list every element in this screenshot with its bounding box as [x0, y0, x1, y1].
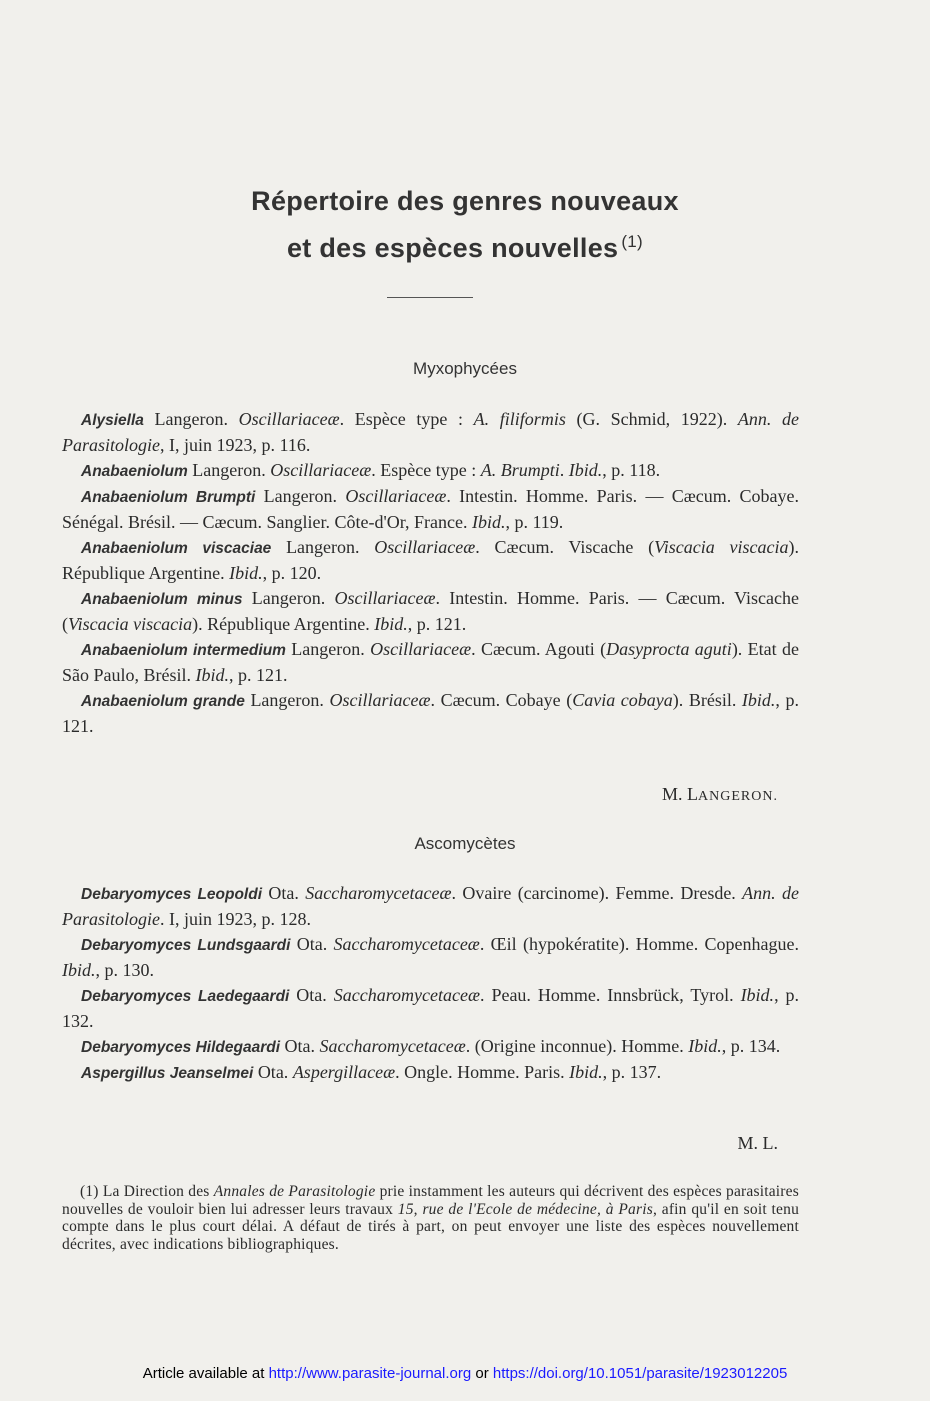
signature-initial: M. L.: [737, 1133, 778, 1153]
article-or: or: [471, 1365, 493, 1382]
description-rest: ). République Argentine.: [62, 537, 799, 583]
taxon-entry: [62, 1034, 799, 1060]
family-name: Oscillariaceæ: [238, 409, 340, 429]
author: Langeron.: [242, 588, 335, 608]
reference: Ibid.: [688, 1036, 722, 1056]
description-rest: .: [559, 460, 569, 480]
family-name: Aspergillaceæ: [292, 1062, 396, 1082]
reference: Ann. de Parasitologie: [62, 883, 800, 929]
footnote-address: 15, rue de l'Ecole de médecine, à Paris: [397, 1200, 653, 1218]
taxon-entry: [62, 586, 799, 637]
taxon-name: Aspergillus Jeanselmei: [81, 1065, 254, 1082]
description: . Espèce type :: [371, 460, 481, 480]
footnote-journal: Annales de Parasitologie: [213, 1183, 376, 1200]
author: Ota.: [289, 985, 334, 1005]
description-italic: A. filiformis: [473, 409, 566, 429]
author: Ota.: [290, 934, 334, 954]
footnote: [62, 1183, 799, 1253]
signature-langeron: [0, 784, 778, 805]
taxon-entry: [62, 535, 799, 586]
description: . Cæcum. Agouti (: [471, 639, 607, 659]
reference: Ann. de Parasitologie: [62, 409, 799, 455]
taxon-name: Debaryomyces Leopoldi: [81, 886, 263, 903]
taxon-name: Anabaeniolum minus: [81, 591, 243, 608]
reference: Ibid.: [741, 690, 776, 710]
journal-link[interactable]: http://www.parasite-journal.org: [268, 1365, 472, 1382]
taxon-entry: [62, 407, 799, 458]
reference-tail: , p. 121.: [229, 665, 288, 685]
description: . (Origine inconnue). Homme.: [465, 1036, 689, 1056]
taxon-entry: [62, 637, 799, 688]
taxon-entry: [62, 983, 799, 1034]
reference-tail: , p. 118.: [602, 460, 661, 480]
family-name: Oscillariaceæ: [334, 588, 436, 608]
taxon-entry: [62, 688, 799, 739]
signature-smallcaps: ANGERON.: [698, 789, 778, 804]
title-divider: [387, 297, 473, 298]
author: Langeron.: [187, 460, 271, 480]
section-entries-myxophycees: [62, 407, 799, 739]
family-name: Oscillariaceæ: [345, 486, 447, 506]
reference-tail: , p. 134.: [721, 1036, 781, 1056]
page-title-text: et des espèces nouvelles: [286, 233, 619, 263]
description: . Intestin. Homme. Paris. — Cæcum. Viscache (: [62, 588, 799, 634]
taxon-entry: [62, 484, 799, 535]
reference-tail: , p. 137.: [602, 1062, 662, 1082]
description-italic: Dasyprocta aguti: [606, 639, 732, 659]
description: . Cæcum. Cobaye (: [430, 690, 573, 710]
signature-ml: [0, 1133, 778, 1154]
reference-tail: , I, juin 1923, p. 116.: [160, 435, 311, 455]
taxon-name: Anabaeniolum Brumpti: [81, 489, 256, 506]
doi-link[interactable]: https://doi.org/10.1051/parasite/1923012205: [492, 1365, 788, 1382]
reference: Ibid.: [229, 563, 263, 583]
author: Langeron.: [285, 639, 371, 659]
author: Langeron.: [244, 690, 330, 710]
taxon-name: Alysiella: [81, 412, 144, 429]
page-title-line-1: Répertoire des genres nouveaux: [251, 186, 679, 216]
description: . Ovaire (carcinome). Femme. Dresde.: [451, 883, 743, 903]
description-rest: (G. Schmid, 1922).: [565, 409, 738, 429]
taxon-name: Anabaeniolum viscaciae: [81, 540, 272, 557]
family-name: Saccharomycetaceæ: [305, 883, 452, 903]
description-rest: ). Etat de São Paulo, Brésil.: [62, 639, 799, 685]
family-name: Oscillariaceæ: [374, 537, 476, 557]
family-name: Oscillariaceæ: [329, 690, 431, 710]
reference: Ibid.: [569, 1062, 603, 1082]
reference: Ibid.: [62, 960, 96, 980]
reference-tail: , p. 121.: [407, 614, 467, 634]
reference-tail: , p. 132.: [62, 985, 799, 1031]
description-italic: Viscacia viscacia: [68, 614, 193, 634]
reference-tail: , p. 119.: [505, 512, 564, 532]
family-name: Saccharomycetaceæ: [333, 985, 480, 1005]
footnote-text-a: (1) La Direction des: [80, 1183, 214, 1200]
taxon-entry: [62, 1060, 799, 1086]
signature-initial: M. L: [662, 784, 699, 804]
taxon-entry: [62, 932, 799, 983]
taxon-name: Debaryomyces Lundsgaardi: [81, 937, 291, 954]
reference: Ibid.: [568, 460, 603, 480]
description: . Cæcum. Viscache (: [475, 537, 655, 557]
footnote-text-b: prie instamment les auteurs qui décrivent des espèces parasitaires nouvelles de vouloir bien lui adresser leurs travaux: [62, 1183, 799, 1218]
author: Ota.: [280, 1036, 320, 1056]
reference: Ibid.: [471, 512, 506, 532]
section-heading-myxophycees: Myxophycées: [413, 359, 517, 378]
section-entries-ascomycetes: [62, 881, 799, 1086]
page-title-line-2: [0, 232, 930, 264]
taxon-entry: [62, 458, 799, 484]
reference-tail: , p. 121.: [62, 690, 799, 736]
taxon-name: Debaryomyces Laedegaardi: [81, 988, 290, 1005]
description: . Œil (hypokératite). Homme. Copenhague.: [479, 934, 799, 954]
family-name: Oscillariaceæ: [370, 639, 472, 659]
description: . Ongle. Homme. Paris.: [395, 1062, 570, 1082]
article-availability: [0, 1365, 930, 1382]
family-name: Saccharomycetaceæ: [319, 1036, 466, 1056]
family-name: Oscillariaceæ: [270, 460, 372, 480]
reference: Ibid.: [374, 614, 408, 634]
section-heading-ascomycetes: Ascomycètes: [414, 834, 516, 853]
footnote-ref: (1): [621, 232, 644, 251]
author: Langeron.: [255, 486, 346, 506]
description: . Peau. Homme. Innsbrück, Tyrol.: [480, 985, 741, 1005]
reference: Ibid.: [740, 985, 775, 1005]
reference: Ibid.: [195, 665, 229, 685]
description-italic: Viscacia viscacia: [654, 537, 789, 557]
author: Langeron.: [271, 537, 375, 557]
family-name: Saccharomycetaceæ: [333, 934, 480, 954]
description-rest: ). Brésil.: [672, 690, 742, 710]
author: Ota.: [262, 883, 306, 903]
taxon-name: Anabaeniolum intermedium: [81, 642, 286, 659]
taxon-name: Anabaeniolum: [81, 463, 188, 480]
reference-tail: . I, juin 1923, p. 128.: [160, 909, 311, 929]
author: Langeron.: [143, 409, 239, 429]
reference-tail: , p. 120.: [262, 563, 322, 583]
author: Ota.: [253, 1062, 293, 1082]
description: . Espèce type :: [339, 409, 474, 429]
article-prefix: Article available at: [142, 1365, 269, 1382]
description-rest: ). République Argentine.: [192, 614, 375, 634]
taxon-entry: [62, 881, 799, 932]
description-italic: Cavia cobaya: [572, 690, 673, 710]
reference-tail: , p. 130.: [95, 960, 154, 980]
taxon-name: Debaryomyces Hildegaardi: [81, 1039, 281, 1056]
footnote-text-c: , afin qu'il en soit tenu compte dans le plus court délai. A défaut de tirés à part, on peut envoyer une liste des espèces nouvellement décrites, avec indications bibliographiques.: [62, 1200, 800, 1253]
description: . Intestin. Homme. Paris. — Cæcum. Cobaye. Sénégal. Brésil. — Cæcum. Sanglier. Côte-d'Or, France.: [62, 486, 800, 532]
taxon-name: Anabaeniolum grande: [81, 693, 245, 710]
description-italic: A. Brumpti: [480, 460, 560, 480]
